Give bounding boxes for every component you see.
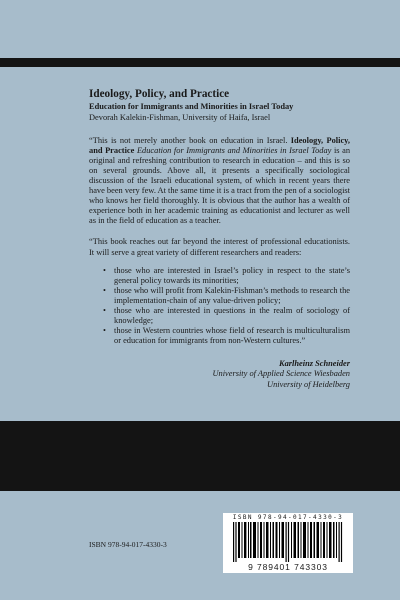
list-item-text: those who are interested in questions in the realm of sociology of knowledge; — [114, 306, 350, 326]
barcode-box — [223, 513, 353, 573]
barcode-icon — [223, 522, 353, 562]
author-line: Devorah Kalekin-Fishman, University of Haifa, Israel — [89, 112, 271, 122]
reviewer-name: Karlheinz Schneider — [279, 359, 350, 369]
reader-list — [89, 266, 350, 347]
barcode-isbn-label: ISBN 978-94-017-4330-3 — [232, 514, 344, 521]
reviewer-signature — [89, 359, 350, 389]
back-cover-text — [89, 88, 350, 390]
list-item-text: those who will profit from Kalekin-Fishman’s methods to research the implementation-chain of any value-driven policy; — [114, 285, 350, 305]
bullet-icon: • — [103, 285, 106, 295]
list-item-text: those in Western countries whose field of research is multiculturalism or education for immigrants from non-Western cultures.” — [114, 326, 350, 346]
review1-text-b: is an original and refreshing contribution to research in education – and this is so on several grounds. Above all, it presents a specifically sociological discussion of the Israeli educational system, of which in recent years there have been very few. At the same time it is a tract from the pen of a sociologist who knows her field thoroughly. It is obvious that the author has a wealth of experience both in her academic training as educationist and lecturer as well as in the field of education as a teacher. — [89, 145, 351, 226]
review-paragraph-2: “This book reaches out far beyond the interest of professional educationists. It will serve a great variety of different researchers and readers: — [89, 237, 350, 257]
book-subtitle: Education for Immigrants and Minorities in Israel Today — [89, 102, 294, 111]
list-item — [103, 326, 350, 346]
reviewer-affiliation-2: University of Heidelberg — [267, 379, 350, 389]
list-item — [103, 306, 350, 326]
review-paragraph-1 — [89, 136, 350, 227]
bullet-icon: • — [103, 326, 106, 336]
review1-subtitle: Education for Immigrants and Minorities in Israel Today — [136, 145, 332, 155]
bullet-icon: • — [103, 306, 106, 315]
bottom-black-band — [0, 421, 400, 491]
isbn-text: ISBN 978-94-017-4330-3 — [89, 540, 167, 549]
list-item — [103, 286, 350, 306]
review1-title: Ideology, Policy, and Practice — [89, 135, 350, 155]
list-item — [103, 266, 350, 286]
review1-text-a: “This is not merely another book on education in Israel. — [89, 135, 291, 145]
barcode-digits: 9 789401 743303 — [248, 562, 328, 572]
top-black-band — [0, 58, 400, 67]
reviewer-affiliation-1: University of Applied Science Wiesbaden — [212, 369, 350, 379]
bullet-icon: • — [103, 265, 106, 275]
list-item-text: those who are interested in Israel’s policy in respect to the state’s general policy towards its minorities; — [114, 265, 350, 285]
book-title: Ideology, Policy, and Practice — [89, 88, 230, 100]
